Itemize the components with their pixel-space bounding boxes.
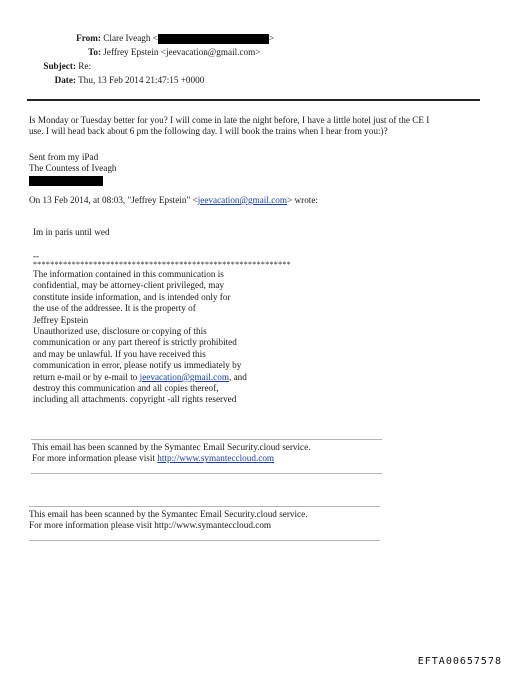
email-link[interactable]: jeevacation@gmail.com bbox=[197, 195, 288, 205]
scan-line: For more information please visit http://www.symanteccloud.com bbox=[29, 520, 272, 531]
disclaimer-line: destroy this communication and all copies thereof, bbox=[33, 383, 219, 394]
to-value: Jeffrey Epstein <jeevacation@gmail.com> bbox=[103, 47, 261, 57]
date-label: Date: bbox=[54, 75, 76, 85]
notify-text: return e-mail or by e-mail to bbox=[33, 371, 140, 382]
document-id: EFTA00657578 bbox=[417, 655, 502, 667]
signature-line-2: The Countess of Iveagh bbox=[29, 163, 117, 174]
from-value: Clare Iveagh < bbox=[103, 33, 158, 43]
subject-label: Subject: bbox=[43, 61, 76, 71]
scan-divider bbox=[29, 506, 380, 507]
header-subject-row bbox=[30, 61, 91, 72]
redaction-bar bbox=[158, 34, 269, 44]
disclaimer-line: constitute inside information, and is intended only for bbox=[33, 291, 231, 302]
scan-divider bbox=[29, 540, 380, 541]
email-link[interactable]: jeevacation@gmail.com bbox=[139, 371, 229, 382]
scan-line: This email has been scanned by the Symantec Email Security.cloud service. bbox=[32, 442, 311, 452]
signature-dash: -- bbox=[33, 251, 40, 261]
disclaimer-block bbox=[33, 252, 291, 406]
stars-separator: ************************************************************ bbox=[33, 260, 291, 269]
quoted-message: Im in paris until wed bbox=[33, 227, 110, 237]
redaction-bar bbox=[29, 176, 103, 186]
message-body bbox=[29, 115, 429, 138]
disclaimer-line: confidential, may be attorney-client privileged, may bbox=[33, 280, 225, 291]
signature-line-1: Sent from my iPad bbox=[29, 152, 99, 162]
disclaimer-line: and may be unlawful. If you have received this bbox=[33, 348, 206, 359]
disclaimer-line: The information contained in this communication is bbox=[33, 269, 224, 279]
body-line-2: use. I will head back about 6 pm the following day. I will book the trains when I hear from you:)? bbox=[29, 126, 388, 137]
to-label: To: bbox=[88, 47, 101, 57]
from-value-tail: > bbox=[268, 33, 275, 43]
disclaimer-line: the use of the addressee. It is the property of bbox=[33, 303, 196, 314]
scan-notice-1 bbox=[32, 442, 311, 465]
header-from-row bbox=[30, 33, 274, 44]
disclaimer-line: Jeffrey Epstein bbox=[33, 314, 89, 325]
quote-intro-text: On 13 Feb 2014, at 08:03, "Jeffrey Epstein" < bbox=[29, 195, 198, 205]
disclaimer-line: communication in error, please notify us immediately by bbox=[33, 360, 242, 371]
disclaimer-line: including all attachments. copyright -all rights reserved bbox=[33, 394, 237, 405]
scan-divider bbox=[31, 439, 382, 440]
scan-notice-2 bbox=[29, 509, 308, 532]
notify-text-end: , and bbox=[228, 371, 247, 382]
header-to-row bbox=[30, 47, 260, 58]
date-value: Thu, 13 Feb 2014 21:47:15 +0000 bbox=[78, 75, 205, 85]
from-label: From: bbox=[76, 33, 101, 43]
disclaimer-line: communication or any part thereof is strictly prohibited bbox=[33, 337, 237, 348]
scan-line-text: For more information please visit bbox=[32, 453, 158, 464]
scan-divider bbox=[31, 473, 382, 474]
header-date-row bbox=[30, 75, 204, 86]
symantec-link[interactable]: http://www.symanteccloud.com bbox=[157, 453, 275, 464]
quote-intro bbox=[29, 195, 318, 206]
body-line-1: Is Monday or Tuesday better for you? I will come in late the night before, I have a little hotel just of the CE I bbox=[29, 115, 430, 125]
scan-line bbox=[32, 453, 311, 464]
subject-value: Re: bbox=[78, 61, 92, 71]
signature-block bbox=[29, 152, 117, 186]
scan-line: This email has been scanned by the Symantec Email Security.cloud service. bbox=[29, 509, 308, 519]
disclaimer-line bbox=[33, 372, 291, 383]
header-divider bbox=[27, 99, 480, 101]
quote-intro-end: > wrote: bbox=[287, 195, 318, 205]
disclaimer-line: Unauthorized use, disclosure or copying of this bbox=[33, 326, 207, 337]
